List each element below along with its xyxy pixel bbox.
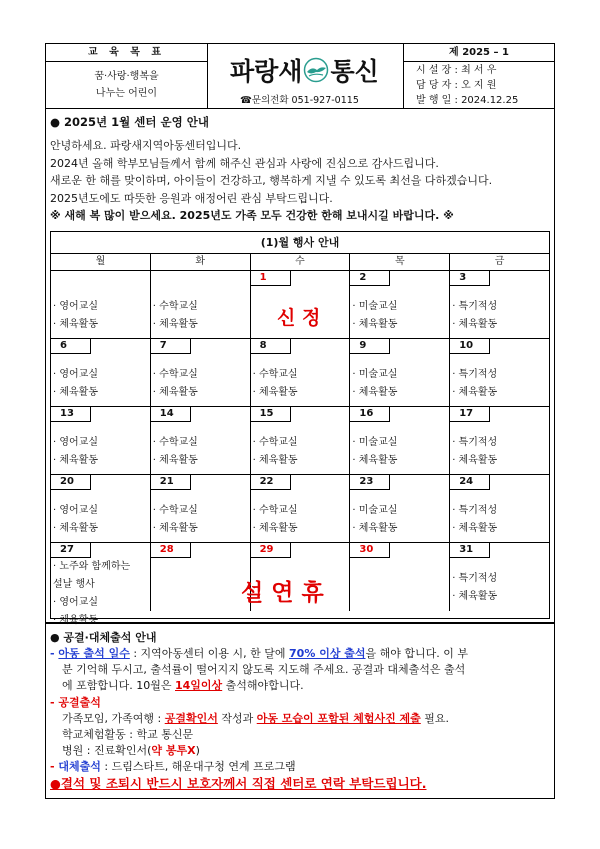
activity-item: · 수학교실 — [152, 505, 198, 516]
logo-text-part2: 통신 — [330, 57, 379, 86]
text: 출석해야합니다. — [222, 679, 304, 692]
text: 작성과 — [217, 712, 257, 725]
calendar-day-cell — [51, 407, 151, 474]
dash: - — [50, 760, 59, 773]
day-number: 2 — [350, 271, 390, 286]
calendar-day-cell — [350, 475, 450, 542]
hospital-line — [62, 743, 200, 759]
dash: - — [50, 647, 59, 660]
day-number: 17 — [450, 407, 490, 422]
day-number: 27 — [51, 543, 91, 558]
greeting-line: 2024년 올해 학부모님들께서 함께 해주신 관심과 사랑에 진심으로 감사드립니다. — [50, 156, 439, 170]
new-year-holiday-label: 신 정 — [277, 307, 321, 329]
activity-item: · 체육활동 — [53, 523, 98, 534]
calendar-day-cell — [350, 543, 450, 611]
calendar-day-cell — [350, 339, 450, 406]
activity-item: · 체육활동 — [252, 523, 298, 534]
calendar-day-cell — [151, 543, 251, 611]
calendar-day-cell — [251, 407, 351, 474]
attendance-line-3 — [62, 678, 304, 694]
issue-number: 제 2025 – 1 — [404, 44, 554, 62]
substitute-attendance-label: 대체출석 — [58, 760, 101, 773]
text: : 지역아동센터 이용 시, 한 달에 — [129, 647, 290, 660]
text: 필요. — [420, 712, 450, 725]
activity-item: · 체육활동 — [452, 387, 498, 398]
day-activities — [352, 298, 397, 334]
required-days: 14일이상 — [175, 679, 223, 692]
activity-item: · 체육활동 — [452, 319, 498, 330]
activity-item: · 영어교실 — [53, 301, 98, 312]
day-activities — [153, 434, 198, 470]
newsletter-logo — [230, 52, 379, 88]
calendar-day-cell — [450, 475, 549, 542]
lunar-holiday-label: 설 연 휴 — [241, 580, 324, 606]
activity-item: · 영어교실 — [53, 505, 98, 516]
greeting-line: 안녕하세요. 파랑새지역아동센터입니다. — [50, 139, 242, 152]
calendar-weekday-header — [51, 254, 549, 271]
day-activities — [452, 366, 497, 402]
activity-item: · 체육활동 — [252, 387, 298, 398]
calendar-week-row — [51, 339, 549, 407]
day-activities — [53, 434, 98, 470]
day-number: 14 — [151, 407, 191, 422]
day-activities — [352, 434, 397, 470]
attendance-days-label: 아동 출석 일수 — [58, 647, 130, 660]
photo-requirement: 아동 모습이 포함된 체험사진 제출 — [256, 712, 421, 725]
education-goal-line2: 나누는 어린이 — [95, 88, 158, 99]
day-number: 6 — [51, 339, 91, 354]
day-number: 13 — [51, 407, 91, 422]
day-activities — [153, 502, 198, 538]
activity-item: · 체육활동 — [152, 387, 198, 398]
weekday-label: 금 — [494, 256, 505, 267]
publish-date: 발 행 일 : 2024.12.25 — [416, 94, 519, 106]
day-activities — [53, 558, 130, 630]
education-goal-text — [46, 62, 207, 108]
education-goal-title: 교 육 목 표 — [46, 44, 207, 62]
weekday-label: 월 — [51, 254, 151, 270]
activity-item: 설날 행사 — [53, 579, 95, 590]
day-number: 8 — [251, 339, 291, 354]
activity-item: · 체육활동 — [152, 455, 198, 466]
activity-item: · 미술교실 — [352, 437, 398, 448]
greeting-text — [50, 137, 555, 225]
weekday-label: 목 — [350, 254, 450, 270]
calendar-week-row — [51, 407, 549, 475]
activity-item: · 수학교실 — [252, 505, 298, 516]
activity-item: · 수학교실 — [152, 437, 198, 448]
day-activities — [452, 502, 497, 538]
attendance-notice-title: ● 공결·대체출석 안내 — [50, 631, 157, 644]
calendar-day-cell — [51, 475, 151, 542]
issue-info-box — [404, 44, 554, 108]
calendar-day-cell — [51, 271, 151, 338]
newsletter-logo-box — [208, 44, 404, 108]
activity-item: · 특기적성 — [452, 301, 498, 312]
day-activities — [253, 434, 298, 470]
no-medicine-bag: 약 봉투X — [151, 744, 196, 757]
activity-item: · 체육활동 — [452, 523, 498, 534]
activity-item: · 수학교실 — [152, 369, 198, 380]
day-number: 28 — [151, 543, 191, 558]
day-activities — [53, 366, 98, 402]
activity-item: · 체육활동 — [53, 615, 98, 626]
activity-item: · 미술교실 — [352, 369, 398, 380]
day-activities — [253, 502, 298, 538]
education-goal-box — [46, 44, 208, 108]
day-number: 22 — [251, 475, 291, 490]
excuse-form: 공결확인서 — [164, 712, 218, 725]
activity-item: · 체육활동 — [53, 387, 98, 398]
text: ) — [195, 744, 200, 757]
activity-item: · 체육활동 — [352, 523, 398, 534]
operation-notice-title: ● 2025년 1월 센터 운영 안내 — [50, 115, 209, 129]
calendar-week-row — [51, 475, 549, 543]
day-activities — [153, 366, 198, 402]
activity-item: · 체육활동 — [352, 319, 398, 330]
attendance-days-line — [50, 646, 468, 662]
activity-item: · 특기적성 — [452, 573, 498, 584]
manager-name: 담 당 자 : 오 지 원 — [416, 79, 497, 91]
activity-item: · 체육활동 — [352, 387, 398, 398]
text: 가족모임, 가족여행 : — [62, 712, 165, 725]
substitute-attendance-line — [50, 759, 296, 775]
calendar-day-cell — [151, 339, 251, 406]
activity-item: · 체육활동 — [452, 591, 498, 602]
activity-item: · 수학교실 — [252, 437, 298, 448]
day-number: 16 — [350, 407, 390, 422]
activity-item: · 미술교실 — [352, 505, 398, 516]
day-activities — [352, 502, 397, 538]
absence-contact-notice: ●결석 및 조퇴시 반드시 보호자께서 직접 센터로 연락 부탁드립니다. — [50, 776, 427, 791]
calendar-day-cell — [350, 407, 450, 474]
family-event-line — [62, 711, 449, 727]
activity-item: · 체육활동 — [352, 455, 398, 466]
newsletter-header — [45, 43, 555, 109]
day-number: 9 — [350, 339, 390, 354]
text: 을 해야 합니다. 이 부 — [365, 647, 469, 660]
day-number: 31 — [450, 543, 490, 558]
activity-item: · 체육활동 — [252, 455, 298, 466]
event-calendar — [50, 231, 550, 626]
day-activities — [153, 298, 198, 334]
activity-item: · 체육활동 — [452, 455, 498, 466]
activity-item: · 영어교실 — [53, 437, 98, 448]
day-activities — [452, 570, 497, 606]
calendar-day-cell — [51, 339, 151, 406]
day-activities — [53, 298, 98, 334]
day-number: 21 — [151, 475, 191, 490]
day-number: 23 — [350, 475, 390, 490]
day-number: 20 — [51, 475, 91, 490]
day-number: 10 — [450, 339, 490, 354]
activity-item: · 영어교실 — [53, 369, 98, 380]
excused-attendance-heading: - 공결출석 — [50, 696, 101, 709]
activity-item: · 수학교실 — [252, 369, 298, 380]
day-number: 30 — [350, 543, 390, 558]
bluebird-emblem-icon — [303, 57, 329, 83]
day-activities — [452, 434, 497, 470]
education-goal-line1: 꿈·사랑·행복을 — [94, 71, 159, 82]
day-activities — [253, 366, 298, 402]
calendar-day-cell — [151, 271, 251, 338]
day-number: 29 — [251, 543, 291, 558]
greeting-line: 새로운 한 해를 맞이하며, 아이들이 건강하고, 행복하게 지낼 수 있도록 최선을 다하겠습니다. — [50, 174, 493, 187]
calendar-day-cell — [151, 475, 251, 542]
activity-item: · 특기적성 — [452, 369, 498, 380]
calendar-day-cell — [450, 271, 549, 338]
text: 에 포함합니다. 10월은 — [62, 679, 175, 692]
activity-item: · 특기적성 — [452, 437, 498, 448]
calendar-title: (1)월 행사 안내 — [51, 232, 549, 254]
activity-item: · 체육활동 — [53, 455, 98, 466]
day-number: 1 — [251, 271, 291, 286]
activity-item: · 특기적성 — [452, 505, 498, 516]
activity-item: · 영어교실 — [53, 597, 98, 608]
day-number: 24 — [450, 475, 490, 490]
calendar-day-cell — [450, 339, 549, 406]
calendar-day-cell — [350, 271, 450, 338]
activity-item: · 체육활동 — [53, 319, 98, 330]
issue-meta — [404, 62, 554, 108]
day-activities — [452, 298, 497, 334]
calendar-day-cell — [51, 543, 151, 626]
activity-item: · 체육활동 — [152, 319, 198, 330]
day-number: 15 — [251, 407, 291, 422]
day-number: 3 — [450, 271, 490, 286]
day-activities — [352, 366, 397, 402]
logo-text-part1: 파랑새 — [230, 57, 303, 86]
calendar-day-cell — [151, 407, 251, 474]
attendance-line-2: 분 기억해 두시고, 출석률이 떨어지지 않도록 지도해 주세요. 공결과 대체출석은 출석 — [62, 663, 466, 676]
director-name: 시 설 장 : 최 서 우 — [416, 64, 497, 76]
day-activities — [53, 502, 98, 538]
day-number: 7 — [151, 339, 191, 354]
attendance-rate: 70% 이상 출석 — [289, 647, 366, 660]
text: 병원 : 진료확인서( — [62, 744, 152, 757]
calendar-day-cell — [450, 543, 549, 611]
school-activity-line: 학교체험활동 : 학교 통신문 — [62, 728, 194, 741]
weekday-label: 화 — [151, 254, 251, 270]
activity-item: · 미술교실 — [352, 301, 398, 312]
new-year-wish: ※ 새해 복 많이 받으세요. 2025년도 가족 모두 건강한 한해 보내시길 바랍니다. ※ — [50, 209, 454, 222]
contact-phone: ☎문의전화 051-927-0115 — [240, 95, 359, 106]
activity-item: · 수학교실 — [152, 301, 198, 312]
activity-item: · 노주와 함께하는 — [53, 561, 131, 572]
text: : 드림스타트, 해운대구청 연계 프로그램 — [100, 760, 296, 773]
weekday-label: 수 — [251, 254, 351, 270]
calendar-day-cell — [251, 475, 351, 542]
greeting-line: 2025년도에도 따뜻한 응원과 애정어린 관심 부탁드립니다. — [50, 191, 333, 205]
calendar-day-cell — [450, 407, 549, 474]
activity-item: · 체육활동 — [152, 523, 198, 534]
calendar-day-cell — [251, 339, 351, 406]
